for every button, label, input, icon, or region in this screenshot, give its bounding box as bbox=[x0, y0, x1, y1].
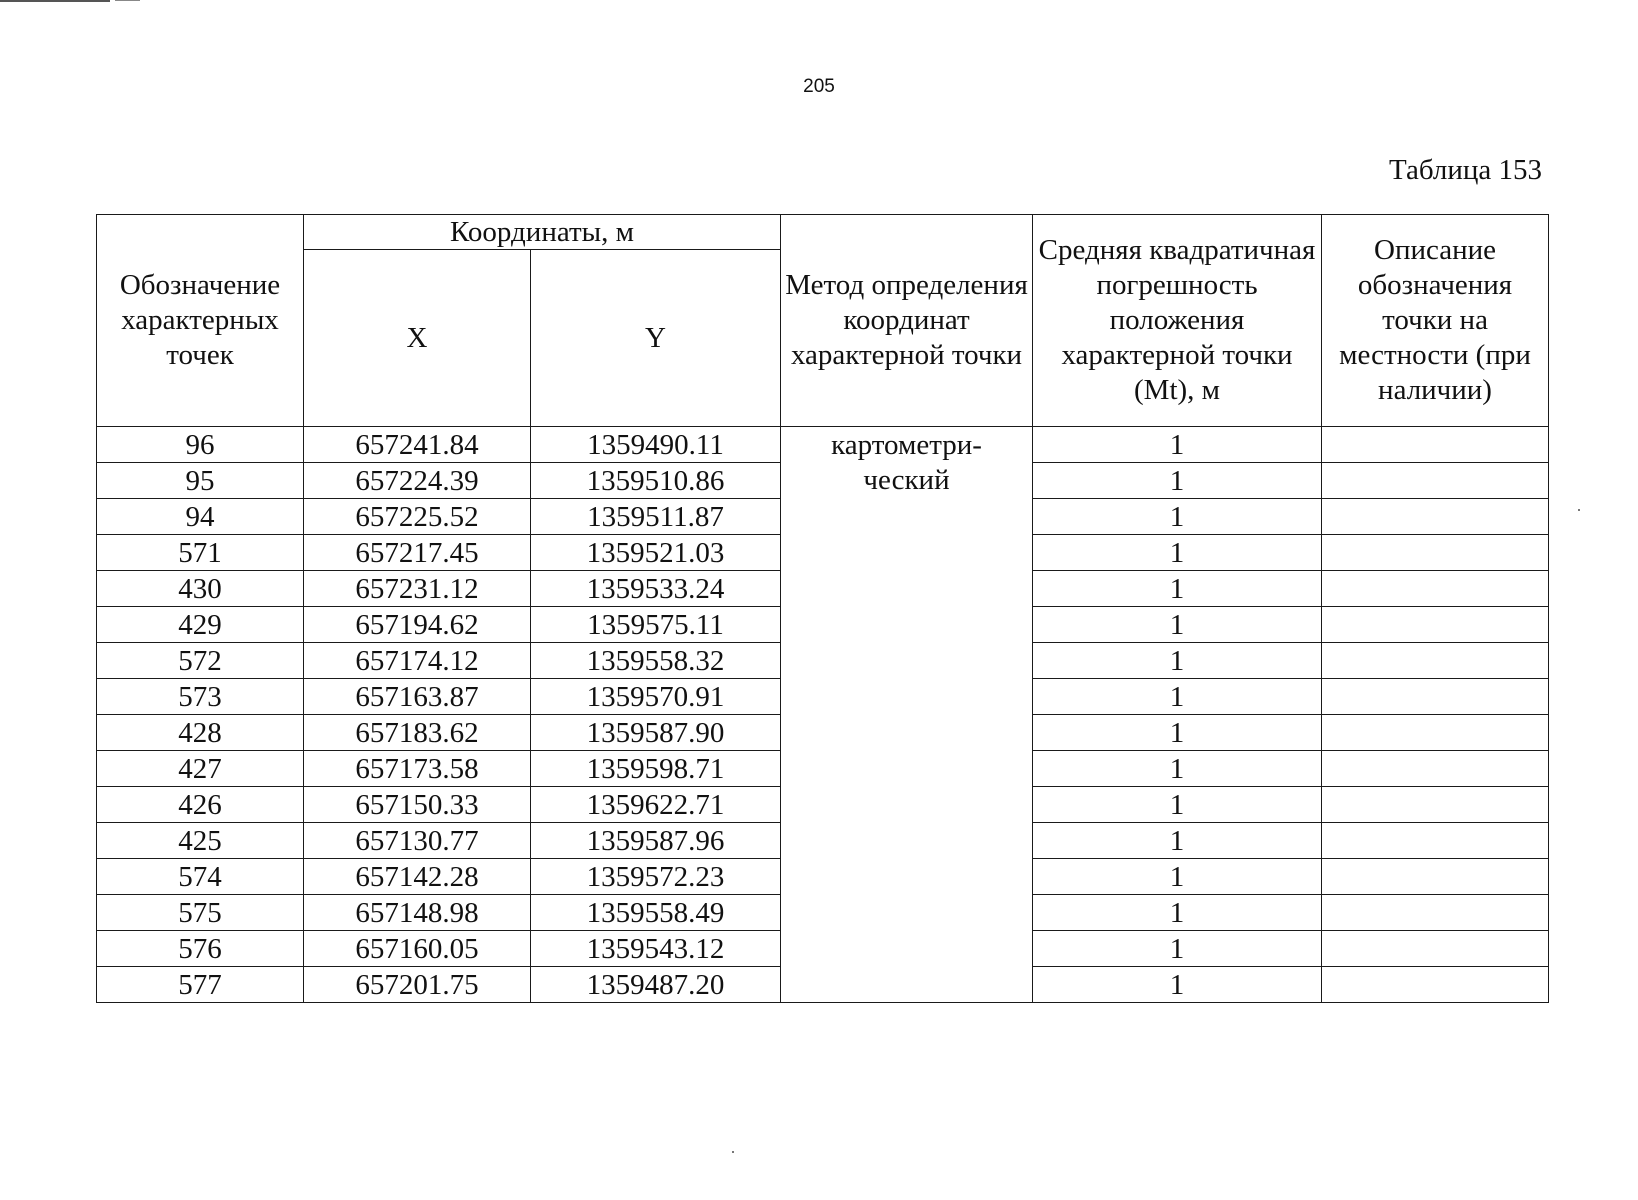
cell-error: 1 bbox=[1033, 607, 1322, 643]
cell-description bbox=[1322, 427, 1549, 463]
cell-description bbox=[1322, 499, 1549, 535]
scan-speck bbox=[1578, 509, 1580, 511]
cell-point-id: 577 bbox=[97, 967, 304, 1003]
cell-y: 1359558.49 bbox=[531, 895, 781, 931]
cell-error: 1 bbox=[1033, 499, 1322, 535]
cell-point-id: 426 bbox=[97, 787, 304, 823]
cell-x: 657150.33 bbox=[304, 787, 531, 823]
cell-point-id: 572 bbox=[97, 643, 304, 679]
cell-x: 657224.39 bbox=[304, 463, 531, 499]
cell-point-id: 574 bbox=[97, 859, 304, 895]
cell-x: 657130.77 bbox=[304, 823, 531, 859]
cell-description bbox=[1322, 607, 1549, 643]
table-row bbox=[97, 427, 1549, 463]
cell-description bbox=[1322, 463, 1549, 499]
table-body bbox=[97, 427, 1549, 1003]
cell-y: 1359490.11 bbox=[531, 427, 781, 463]
cell-y: 1359543.12 bbox=[531, 931, 781, 967]
cell-x: 657173.58 bbox=[304, 751, 531, 787]
header-error: Средняя квадратичная погрешность положения характерной точки (Mt), м bbox=[1033, 215, 1322, 427]
method-text: картометри-ческий bbox=[831, 429, 982, 496]
coordinates-table bbox=[96, 214, 1549, 1003]
cell-point-id: 94 bbox=[97, 499, 304, 535]
header-x: X bbox=[304, 250, 531, 427]
cell-description bbox=[1322, 787, 1549, 823]
cell-y: 1359511.87 bbox=[531, 499, 781, 535]
cell-x: 657225.52 bbox=[304, 499, 531, 535]
cell-description bbox=[1322, 859, 1549, 895]
header-description: Описание обозначения точки на местности (при наличии) bbox=[1322, 215, 1549, 427]
cell-point-id: 429 bbox=[97, 607, 304, 643]
cell-error: 1 bbox=[1033, 643, 1322, 679]
cell-y: 1359487.20 bbox=[531, 967, 781, 1003]
scan-speck bbox=[732, 1151, 734, 1153]
cell-x: 657160.05 bbox=[304, 931, 531, 967]
cell-y: 1359521.03 bbox=[531, 535, 781, 571]
cell-error: 1 bbox=[1033, 679, 1322, 715]
cell-description bbox=[1322, 823, 1549, 859]
cell-error: 1 bbox=[1033, 895, 1322, 931]
cell-y: 1359587.90 bbox=[531, 715, 781, 751]
cell-description bbox=[1322, 751, 1549, 787]
cell-y: 1359587.96 bbox=[531, 823, 781, 859]
cell-y: 1359572.23 bbox=[531, 859, 781, 895]
cell-description bbox=[1322, 535, 1549, 571]
cell-error: 1 bbox=[1033, 751, 1322, 787]
table-caption: Таблица 153 bbox=[1388, 154, 1542, 186]
cell-y: 1359533.24 bbox=[531, 571, 781, 607]
page-number: 205 bbox=[803, 76, 835, 97]
cell-x: 657163.87 bbox=[304, 679, 531, 715]
cell-x: 657142.28 bbox=[304, 859, 531, 895]
cell-point-id: 575 bbox=[97, 895, 304, 931]
cell-description bbox=[1322, 643, 1549, 679]
cell-x: 657148.98 bbox=[304, 895, 531, 931]
cell-error: 1 bbox=[1033, 427, 1322, 463]
cell-y: 1359570.91 bbox=[531, 679, 781, 715]
cell-point-id: 427 bbox=[97, 751, 304, 787]
cell-description bbox=[1322, 679, 1549, 715]
cell-point-id: 425 bbox=[97, 823, 304, 859]
cell-point-id: 573 bbox=[97, 679, 304, 715]
cell-description bbox=[1322, 571, 1549, 607]
cell-error: 1 bbox=[1033, 931, 1322, 967]
cell-description bbox=[1322, 895, 1549, 931]
cell-x: 657241.84 bbox=[304, 427, 531, 463]
cell-y: 1359598.71 bbox=[531, 751, 781, 787]
cell-point-id: 430 bbox=[97, 571, 304, 607]
cell-error: 1 bbox=[1033, 535, 1322, 571]
cell-description bbox=[1322, 931, 1549, 967]
cell-x: 657201.75 bbox=[304, 967, 531, 1003]
cell-description bbox=[1322, 715, 1549, 751]
cell-error: 1 bbox=[1033, 967, 1322, 1003]
header-coordinates: Координаты, м bbox=[304, 215, 781, 250]
cell-x: 657194.62 bbox=[304, 607, 531, 643]
cell-method bbox=[781, 427, 1033, 1003]
scan-top-rule-fragment bbox=[115, 0, 140, 1]
cell-y: 1359575.11 bbox=[531, 607, 781, 643]
cell-point-id: 96 bbox=[97, 427, 304, 463]
cell-y: 1359622.71 bbox=[531, 787, 781, 823]
header-point-id: Обозначение характерных точек bbox=[97, 215, 304, 427]
cell-error: 1 bbox=[1033, 823, 1322, 859]
cell-error: 1 bbox=[1033, 715, 1322, 751]
cell-x: 657174.12 bbox=[304, 643, 531, 679]
header-y: Y bbox=[531, 250, 781, 427]
cell-point-id: 571 bbox=[97, 535, 304, 571]
cell-x: 657217.45 bbox=[304, 535, 531, 571]
cell-description bbox=[1322, 967, 1549, 1003]
cell-point-id: 428 bbox=[97, 715, 304, 751]
cell-point-id: 95 bbox=[97, 463, 304, 499]
cell-error: 1 bbox=[1033, 787, 1322, 823]
scan-top-rule bbox=[0, 0, 110, 2]
cell-error: 1 bbox=[1033, 859, 1322, 895]
cell-error: 1 bbox=[1033, 463, 1322, 499]
header-method: Метод определения координат характерной точки bbox=[781, 215, 1033, 427]
cell-point-id: 576 bbox=[97, 931, 304, 967]
cell-error: 1 bbox=[1033, 571, 1322, 607]
cell-x: 657183.62 bbox=[304, 715, 531, 751]
cell-y: 1359558.32 bbox=[531, 643, 781, 679]
table-header-row-1 bbox=[97, 215, 1549, 250]
cell-y: 1359510.86 bbox=[531, 463, 781, 499]
cell-x: 657231.12 bbox=[304, 571, 531, 607]
